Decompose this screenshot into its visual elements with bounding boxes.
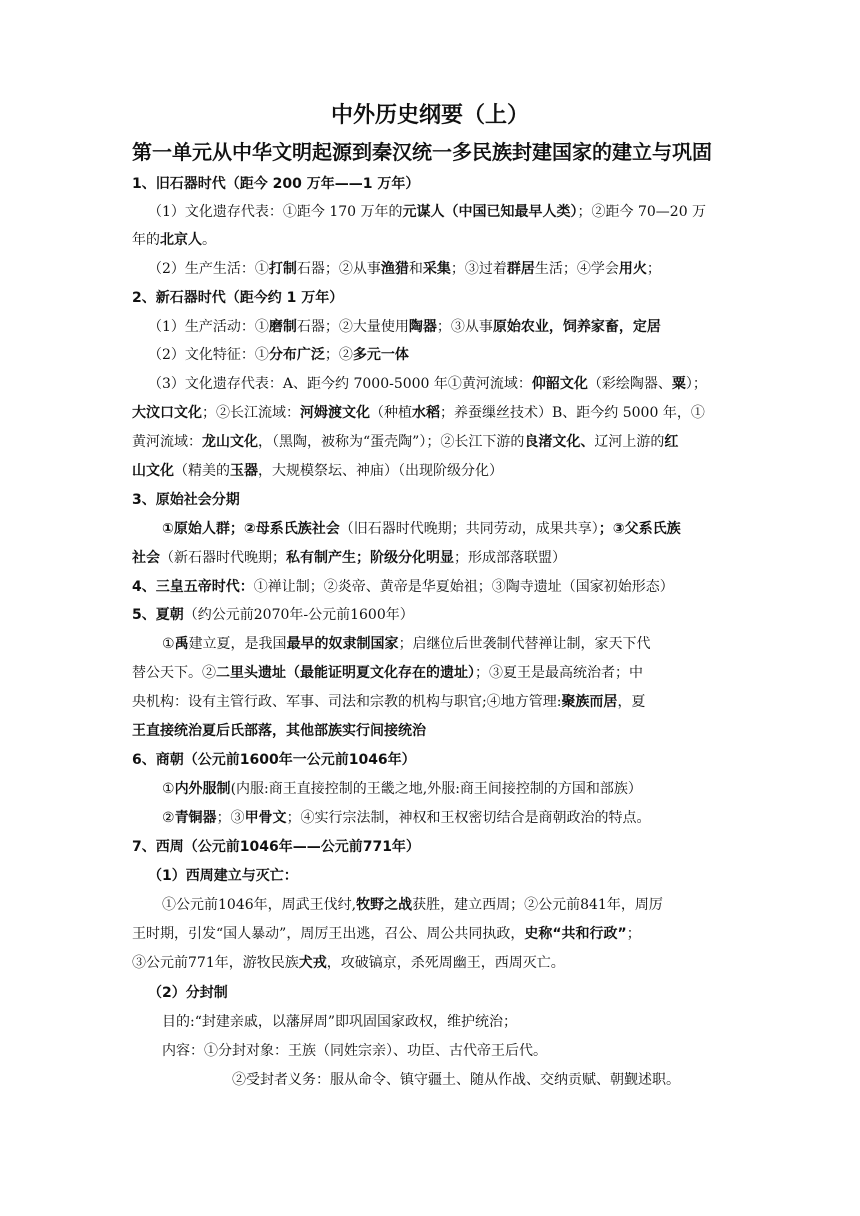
section-2-line-4: 大汶口文化；②长江流域：河姆渡文化（种植水稻；养蚕缫丝技术）B、距今约 5000 年，① <box>132 405 705 421</box>
fengjian-purpose: 目的:“封建亲戚，以藩屏周”即巩固国家政权，维护统治； <box>162 1014 518 1030</box>
section-1-heading: 1、旧石器时代（距今 200 万年——1 万年） <box>132 176 420 192</box>
section-3-line-1: ①原始人群；②母系氏族社会（旧石器时代晚期；共同劳动，成果共享）；③父系氏族 <box>162 521 681 537</box>
section-4-heading: 4、三皇五帝时代：①禅让制；②炎帝、黄帝是华夏始祖；③陶寺遗址（国家初始形态） <box>132 579 674 595</box>
section-2-line-3: （3）文化遗存代表：A、距今约 7000-5000 年①黄河流域：仰韶文化（彩绘陶器、粟）； <box>148 376 707 392</box>
section-7-line-1: ①公元前1046年，周武王伐纣,牧野之战获胜，建立西周；②公元前841年，周厉 <box>162 897 663 913</box>
section-1-line-2: 年的北京人。 <box>132 232 216 248</box>
unit-title: 第一单元从中华文明起源到秦汉统一多民族封建国家的建立与巩固 <box>132 140 712 164</box>
section-3-heading: 3、原始社会分期 <box>132 492 240 508</box>
section-7-line-2: 王时期，引发“国人暴动”，周厉王出逃，召公、周公共同执政，史称“共和行政”； <box>132 926 641 942</box>
section-2-line-1: （1）生产活动：①磨制石器；②大量使用陶器；③从事原始农业，饲养家畜，定居 <box>148 319 661 335</box>
section-7-heading: 7、西周（公元前1046年——公元前771年） <box>132 839 420 855</box>
document-title: 中外历史纲要（上） <box>330 103 529 128</box>
section-5-line-3: 央机构：设有主管行政、军事、司法和宗教的机构与职官;④地方管理:聚族而居，夏 <box>132 694 646 710</box>
section-2-heading: 2、新石器时代（距今约 1 万年） <box>132 290 344 306</box>
section-6-heading: 6、商朝（公元前1600年一公元前1046年） <box>132 752 416 768</box>
section-2-line-5: 黄河流域：龙山文化，（黑陶，被称为“蛋壳陶”）；②长江下游的良渚文化、辽河上游的红 <box>132 434 679 450</box>
section-5-line-2: 替公天下。②二里头遗址（最能证明夏文化存在的遗址）；③夏王是最高统治者；中 <box>132 665 643 681</box>
section-1-line-1: （1）文化遗存代表：①距今 170 万年的元谋人（中国已知最早人类）；②距今 70—20 万 <box>148 204 707 220</box>
section-7-sub-2: （2）分封制 <box>148 985 228 1001</box>
fengjian-obligations: ②受封者义务：服从命令、镇守疆土、随从作战、交纳贡赋、朝觐述职。 <box>232 1072 680 1088</box>
section-7-line-3: ③公元前771年，游牧民族犬戎，攻破镐京，杀死周幽王，西周灭亡。 <box>132 955 565 971</box>
fengjian-content: 内容：①分封对象：王族（同姓宗亲）、功臣、古代帝王后代。 <box>162 1043 547 1059</box>
section-5-heading: 5、夏朝（约公元前2070年-公元前1600年） <box>132 607 414 623</box>
section-5-line-1: ①禹建立夏，是我国最早的奴隶制国家；启继位后世袭制代替禅让制，家天下代 <box>162 636 651 652</box>
section-6-line-1: ①内外服制(内服:商王直接控制的王畿之地,外服:商王间接控制的方国和部族） <box>162 781 642 797</box>
section-6-line-2: ②青铜器；③甲骨文；④实行宗法制，神权和王权密切结合是商朝政治的特点。 <box>162 810 651 826</box>
section-5-line-4: 王直接统治夏后氏部落，其他部族实行间接统治 <box>132 723 426 739</box>
section-2-line-6: 山文化（精美的玉器，大规模祭坛、神庙）（出现阶级分化） <box>132 463 503 479</box>
section-1-line-3: （2）生产生活：①打制石器；②从事渔猎和采集；③过着群居生活；④学会用火； <box>148 261 661 277</box>
section-3-line-2: 社会（新石器时代晚期；私有制产生；阶级分化明显；形成部落联盟） <box>132 550 566 566</box>
section-2-line-2: （2）文化特征：①分布广泛；②多元一体 <box>148 347 409 363</box>
section-7-sub-1: （1）西周建立与灭亡： <box>148 868 298 884</box>
